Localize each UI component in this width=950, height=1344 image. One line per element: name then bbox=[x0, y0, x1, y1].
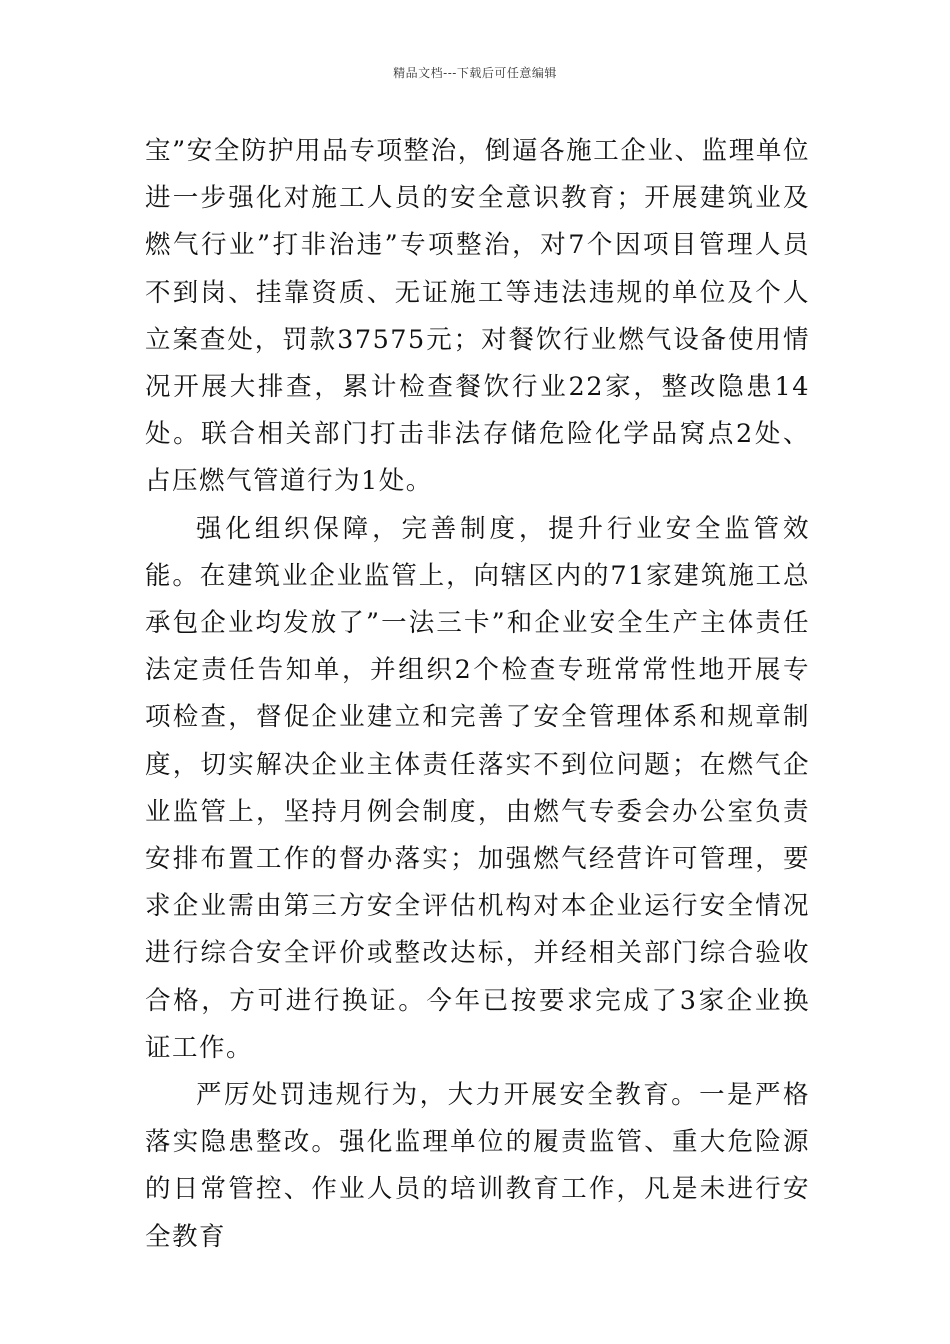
paragraph-1: 宝”安全防护用品专项整治，倒逼各施工企业、监理单位进一步强化对施工人员的安全意识教育；开展建筑业及燃气行业”打非治违”专项整治，对7个因项目管理人员不到岗、挂靠资质、无证施工等违法违规的单位及个人立案查处，罚款37575元；对餐饮行业燃气设备使用情况开展大排查，累计检查餐饮行业22家，整改隐患14处。联合相关部门打击非法存储危险化学品窝点2处、占压燃气管道行为1处。 bbox=[145, 136, 810, 497]
page-header-watermark: 精品文档---下载后可任意编辑 bbox=[393, 66, 557, 80]
paragraph-2: 强化组织保障，完善制度，提升行业安全监管效能。在建筑业企业监管上，向辖区内的71家建筑施工总承包企业均发放了”一法三卡”和企业安全生产主体责任法定责任告知单，并组织2个检查专班常常性地开展专项检查，督促企业建立和完善了安全管理体系和规章制度，切实解决企业主体责任落实不到位问题；在燃气企业监管上，坚持月例会制度，由燃气专委会办公室负责安排布置工作的督办落实；加强燃气经营许可管理，要求企业需由第三方安全评估机构对本企业运行安全情况进行综合安全评价或整改达标，并经相关部门综合验收合格，方可进行换证。今年已按要求完成了3家企业换证工作。 bbox=[145, 513, 810, 1063]
document-body bbox=[145, 128, 810, 1261]
paragraph-3: 严厉处罚违规行为，大力开展安全教育。一是严格落实隐患整改。强化监理单位的履责监管、重大危险源的日常管控、作业人员的培训教育工作，凡是未进行安全教育 bbox=[145, 1080, 810, 1252]
